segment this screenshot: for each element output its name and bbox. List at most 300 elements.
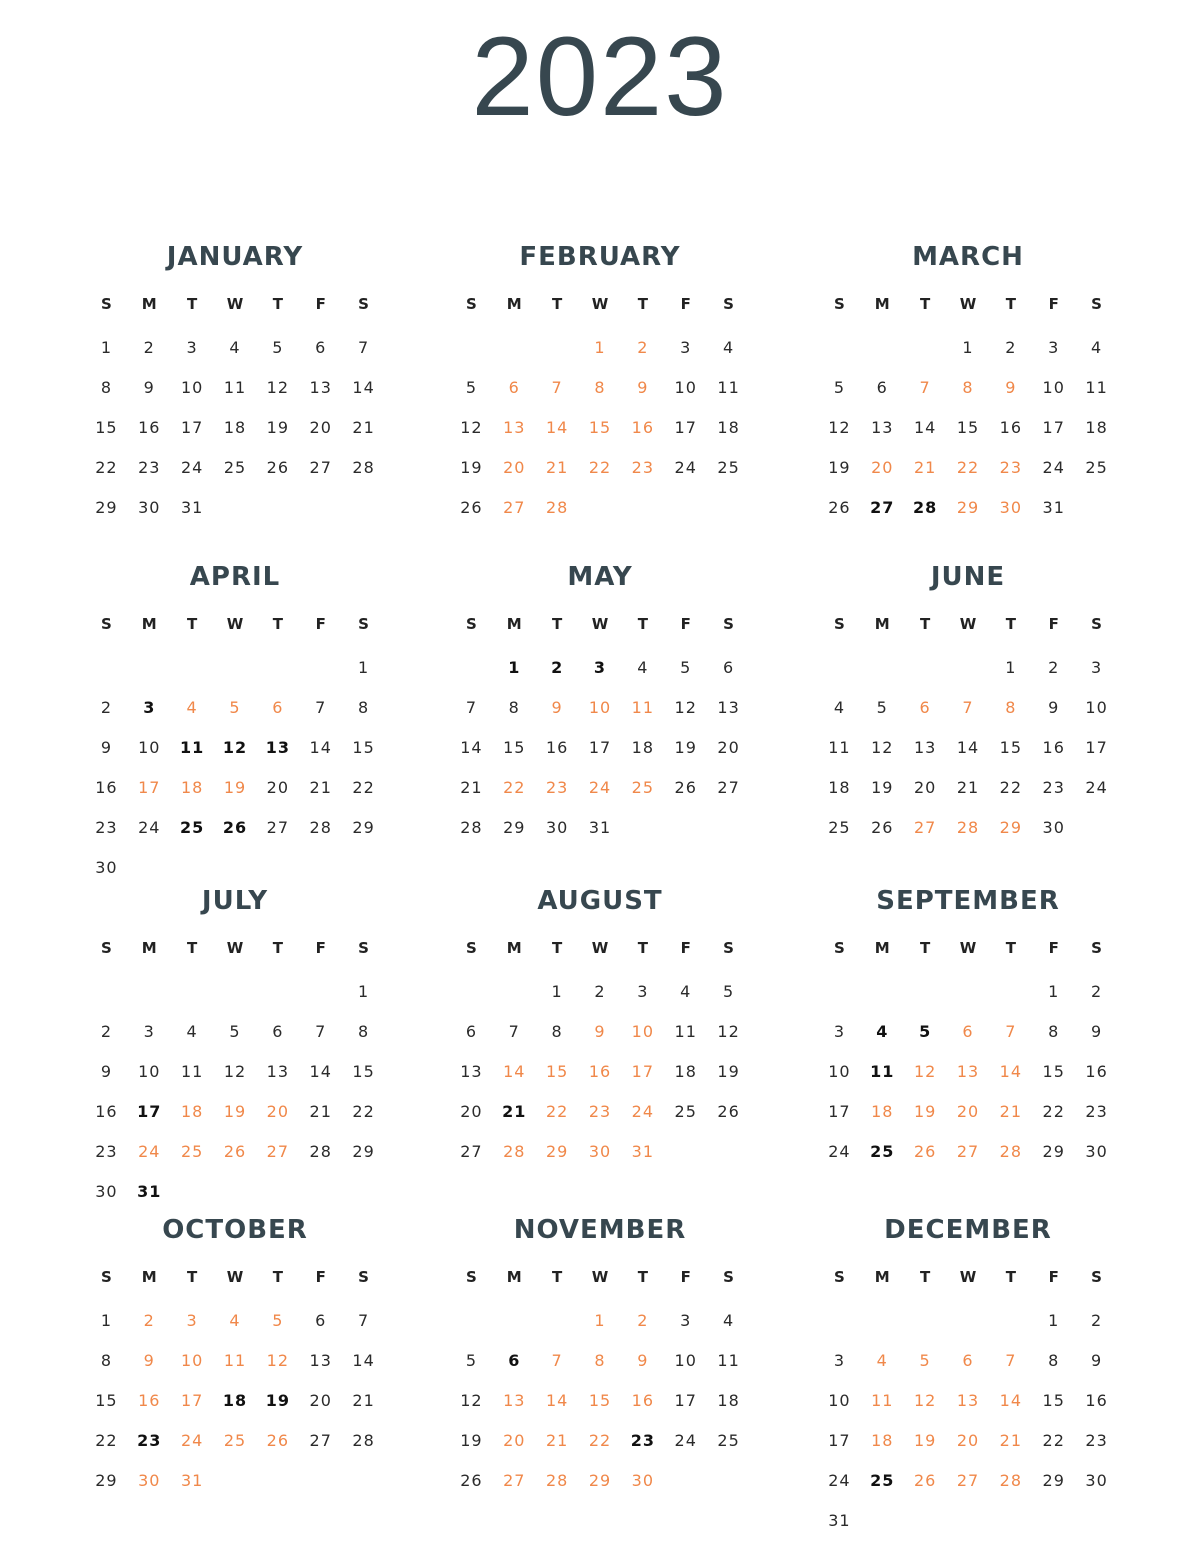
month-name: AUGUST bbox=[537, 886, 663, 916]
weekday-label: F bbox=[315, 1268, 326, 1286]
day-cell: 13 bbox=[956, 1391, 980, 1410]
day-cell: 8 bbox=[1048, 1022, 1060, 1041]
day-cell: 30 bbox=[138, 1471, 161, 1490]
day-cell: 4 bbox=[833, 698, 846, 717]
day-cell: 15 bbox=[1042, 1391, 1065, 1410]
month-name: DECEMBER bbox=[884, 1215, 1052, 1245]
weekday-label: T bbox=[187, 615, 198, 633]
day-cell: 12 bbox=[913, 1062, 937, 1081]
weekday-header bbox=[85, 936, 385, 960]
day-cell: 4 bbox=[229, 1311, 241, 1330]
day-cell: 24 bbox=[631, 1102, 655, 1121]
empty-cell bbox=[947, 1301, 990, 1341]
day-cell: 4 bbox=[722, 338, 735, 357]
day-cell: 17 bbox=[1042, 418, 1065, 437]
day-cell: 11 bbox=[631, 698, 655, 717]
day-cell: 11 bbox=[828, 738, 851, 757]
day-grid bbox=[85, 328, 385, 528]
day-cell: 21 bbox=[309, 1102, 332, 1121]
weekday-label: W bbox=[959, 615, 977, 633]
day-cell: 7 bbox=[1005, 1022, 1017, 1041]
day-cell: 23 bbox=[1085, 1102, 1108, 1121]
day-cell: 26 bbox=[266, 1431, 290, 1450]
day-cell: 3 bbox=[680, 1311, 692, 1330]
day-cell: 26 bbox=[871, 818, 894, 837]
day-cell: 25 bbox=[223, 1431, 247, 1450]
day-cell: 10 bbox=[138, 1062, 161, 1081]
day-cell: 12 bbox=[266, 378, 290, 397]
day-cell: 26 bbox=[828, 498, 851, 517]
day-cell: 8 bbox=[594, 378, 606, 397]
day-cell: 9 bbox=[1090, 1351, 1103, 1370]
day-cell: 21 bbox=[999, 1102, 1023, 1121]
day-cell: 1 bbox=[100, 1311, 113, 1330]
weekday-label: W bbox=[591, 615, 609, 633]
day-cell: 28 bbox=[545, 498, 569, 517]
weekday-label: F bbox=[1048, 295, 1059, 313]
weekday-label: T bbox=[1005, 615, 1016, 633]
day-cell: 27 bbox=[956, 1142, 980, 1161]
day-grid bbox=[450, 1301, 750, 1501]
weekday-label: S bbox=[834, 1268, 845, 1286]
month-january bbox=[85, 240, 385, 528]
day-cell: 1 bbox=[357, 982, 370, 1001]
day-cell: 7 bbox=[508, 1022, 520, 1041]
day-cell: 21 bbox=[460, 778, 483, 797]
day-cell: 13 bbox=[309, 1351, 332, 1370]
empty-cell bbox=[904, 972, 947, 1012]
day-cell: 19 bbox=[913, 1102, 937, 1121]
day-cell: 2 bbox=[143, 338, 155, 357]
weekday-label: S bbox=[101, 295, 112, 313]
day-cell: 13 bbox=[717, 698, 740, 717]
day-cell: 24 bbox=[138, 1142, 161, 1161]
day-cell: 15 bbox=[95, 418, 118, 437]
weekday-label: F bbox=[680, 295, 691, 313]
day-cell: 11 bbox=[674, 1022, 697, 1041]
day-cell: 9 bbox=[1048, 698, 1060, 717]
day-cell: 10 bbox=[828, 1391, 851, 1410]
weekday-label: F bbox=[680, 1268, 691, 1286]
day-cell: 24 bbox=[588, 778, 612, 797]
day-cell: 21 bbox=[352, 418, 375, 437]
empty-cell bbox=[450, 328, 493, 368]
day-cell: 6 bbox=[508, 1351, 521, 1370]
weekday-label: M bbox=[874, 295, 890, 313]
weekday-label: W bbox=[959, 939, 977, 957]
month-june bbox=[818, 560, 1118, 848]
weekday-label: F bbox=[680, 939, 691, 957]
empty-cell bbox=[85, 972, 128, 1012]
day-cell: 30 bbox=[999, 498, 1023, 517]
day-cell: 25 bbox=[180, 1142, 204, 1161]
weekday-label: S bbox=[1091, 615, 1102, 633]
day-cell: 7 bbox=[962, 698, 974, 717]
day-cell: 27 bbox=[266, 1142, 290, 1161]
day-cell: 26 bbox=[913, 1142, 937, 1161]
weekday-label: T bbox=[552, 295, 563, 313]
day-cell: 12 bbox=[460, 418, 483, 437]
day-cell: 4 bbox=[186, 698, 198, 717]
day-cell: 19 bbox=[828, 458, 851, 477]
day-cell: 19 bbox=[265, 1391, 290, 1410]
weekday-label: S bbox=[723, 1268, 734, 1286]
day-cell: 22 bbox=[95, 1431, 118, 1450]
day-cell: 7 bbox=[315, 698, 327, 717]
day-cell: 2 bbox=[637, 1311, 649, 1330]
day-cell: 25 bbox=[717, 458, 740, 477]
empty-cell bbox=[299, 972, 342, 1012]
empty-cell bbox=[256, 972, 299, 1012]
day-cell: 10 bbox=[180, 378, 204, 397]
day-cell: 6 bbox=[919, 698, 931, 717]
day-grid bbox=[818, 1301, 1118, 1541]
day-cell: 3 bbox=[186, 338, 198, 357]
weekday-label: F bbox=[1048, 1268, 1059, 1286]
day-cell: 13 bbox=[266, 1062, 290, 1081]
weekday-header bbox=[818, 292, 1118, 316]
empty-cell bbox=[214, 972, 257, 1012]
day-cell: 21 bbox=[956, 778, 980, 797]
empty-cell bbox=[861, 972, 904, 1012]
day-cell: 23 bbox=[1085, 1431, 1108, 1450]
day-cell: 28 bbox=[545, 1471, 569, 1490]
month-name: JANUARY bbox=[166, 242, 304, 272]
weekday-label: M bbox=[506, 295, 522, 313]
weekday-label: W bbox=[226, 1268, 244, 1286]
day-cell: 19 bbox=[460, 458, 483, 477]
weekday-label: T bbox=[552, 939, 563, 957]
day-cell: 2 bbox=[100, 1022, 113, 1041]
day-cell: 6 bbox=[272, 1022, 284, 1041]
month-name: JULY bbox=[201, 886, 269, 916]
day-cell: 19 bbox=[223, 1102, 247, 1121]
day-cell: 18 bbox=[180, 1102, 204, 1121]
day-cell: 9 bbox=[551, 698, 563, 717]
day-grid bbox=[85, 1301, 385, 1501]
day-cell: 16 bbox=[545, 738, 569, 757]
day-cell: 10 bbox=[1042, 378, 1065, 397]
day-cell: 17 bbox=[631, 1062, 655, 1081]
day-cell: 26 bbox=[266, 458, 290, 477]
day-cell: 22 bbox=[956, 458, 980, 477]
day-cell: 5 bbox=[680, 658, 692, 677]
weekday-label: S bbox=[101, 939, 112, 957]
day-cell: 14 bbox=[545, 1391, 569, 1410]
day-cell: 1 bbox=[1048, 982, 1060, 1001]
day-grid bbox=[818, 648, 1118, 848]
day-cell: 10 bbox=[138, 738, 161, 757]
day-cell: 29 bbox=[503, 818, 526, 837]
day-cell: 18 bbox=[828, 778, 851, 797]
day-cell: 3 bbox=[680, 338, 692, 357]
day-cell: 5 bbox=[272, 1311, 284, 1330]
weekday-label: S bbox=[358, 1268, 369, 1286]
day-cell: 29 bbox=[545, 1142, 569, 1161]
day-cell: 30 bbox=[1085, 1142, 1108, 1161]
day-cell: 6 bbox=[465, 1022, 478, 1041]
weekday-label: M bbox=[874, 615, 890, 633]
day-cell: 2 bbox=[1005, 338, 1017, 357]
day-cell: 23 bbox=[95, 1142, 118, 1161]
day-cell: 26 bbox=[460, 1471, 483, 1490]
weekday-label: W bbox=[591, 1268, 609, 1286]
day-cell: 10 bbox=[674, 378, 697, 397]
day-cell: 14 bbox=[309, 738, 332, 757]
empty-cell bbox=[171, 648, 214, 688]
weekday-label: T bbox=[187, 939, 198, 957]
weekday-label: S bbox=[358, 295, 369, 313]
weekday-label: T bbox=[187, 295, 198, 313]
empty-cell bbox=[861, 328, 904, 368]
day-cell: 6 bbox=[962, 1022, 974, 1041]
month-name: SEPTEMBER bbox=[876, 886, 1060, 916]
empty-cell bbox=[493, 972, 536, 1012]
day-cell: 19 bbox=[460, 1431, 483, 1450]
day-cell: 1 bbox=[551, 982, 563, 1001]
empty-cell bbox=[947, 972, 990, 1012]
day-cell: 14 bbox=[999, 1391, 1023, 1410]
weekday-label: S bbox=[834, 615, 845, 633]
weekday-label: M bbox=[506, 939, 522, 957]
weekday-label: T bbox=[920, 1268, 931, 1286]
day-cell: 18 bbox=[180, 778, 204, 797]
day-cell: 23 bbox=[1042, 778, 1065, 797]
day-cell: 14 bbox=[913, 418, 937, 437]
day-cell: 11 bbox=[1085, 378, 1108, 397]
day-cell: 9 bbox=[143, 1351, 155, 1370]
day-cell: 29 bbox=[1042, 1471, 1065, 1490]
day-cell: 4 bbox=[186, 1022, 198, 1041]
weekday-label: T bbox=[920, 939, 931, 957]
empty-cell bbox=[861, 648, 904, 688]
day-cell: 3 bbox=[143, 698, 156, 717]
weekday-label: T bbox=[187, 1268, 198, 1286]
day-cell: 17 bbox=[137, 1102, 162, 1121]
day-cell: 5 bbox=[465, 378, 478, 397]
day-cell: 19 bbox=[913, 1431, 937, 1450]
weekday-label: F bbox=[1048, 615, 1059, 633]
weekday-header bbox=[818, 1265, 1118, 1289]
day-cell: 30 bbox=[631, 1471, 655, 1490]
day-cell: 21 bbox=[545, 1431, 569, 1450]
day-cell: 13 bbox=[265, 738, 290, 757]
day-cell: 25 bbox=[674, 1102, 697, 1121]
day-cell: 3 bbox=[833, 1351, 846, 1370]
day-cell: 20 bbox=[956, 1431, 980, 1450]
day-cell: 24 bbox=[828, 1142, 851, 1161]
day-cell: 18 bbox=[674, 1062, 697, 1081]
day-cell: 26 bbox=[913, 1471, 937, 1490]
day-cell: 13 bbox=[460, 1062, 483, 1081]
weekday-label: S bbox=[1091, 939, 1102, 957]
month-october bbox=[85, 1213, 385, 1501]
empty-cell bbox=[450, 1301, 493, 1341]
day-grid bbox=[818, 972, 1118, 1172]
day-cell: 3 bbox=[1090, 658, 1103, 677]
day-cell: 9 bbox=[100, 1062, 113, 1081]
day-cell: 13 bbox=[503, 1391, 526, 1410]
day-cell: 9 bbox=[1090, 1022, 1103, 1041]
weekday-label: F bbox=[1048, 939, 1059, 957]
empty-cell bbox=[214, 648, 257, 688]
day-cell: 30 bbox=[138, 498, 161, 517]
day-cell: 21 bbox=[913, 458, 937, 477]
empty-cell bbox=[128, 972, 171, 1012]
month-name: NOVEMBER bbox=[513, 1215, 687, 1245]
month-name: MAY bbox=[567, 562, 633, 592]
day-cell: 12 bbox=[460, 1391, 483, 1410]
day-cell: 28 bbox=[460, 818, 483, 837]
day-cell: 15 bbox=[1042, 1062, 1065, 1081]
weekday-label: F bbox=[680, 615, 691, 633]
day-cell: 25 bbox=[717, 1431, 740, 1450]
month-april bbox=[85, 560, 385, 888]
day-cell: 16 bbox=[588, 1062, 612, 1081]
day-cell: 8 bbox=[357, 698, 370, 717]
day-cell: 6 bbox=[272, 698, 284, 717]
day-cell: 29 bbox=[999, 818, 1023, 837]
empty-cell bbox=[536, 328, 579, 368]
day-cell: 30 bbox=[1085, 1471, 1108, 1490]
day-cell: 17 bbox=[674, 1391, 697, 1410]
day-cell: 6 bbox=[315, 338, 327, 357]
day-cell: 16 bbox=[631, 418, 655, 437]
day-cell: 2 bbox=[594, 982, 606, 1001]
weekday-label: M bbox=[141, 1268, 157, 1286]
weekday-label: T bbox=[272, 939, 283, 957]
day-cell: 7 bbox=[465, 698, 478, 717]
day-cell: 24 bbox=[180, 1431, 204, 1450]
day-cell: 11 bbox=[870, 1062, 895, 1081]
weekday-label: M bbox=[141, 295, 157, 313]
day-cell: 4 bbox=[722, 1311, 735, 1330]
day-cell: 6 bbox=[962, 1351, 974, 1370]
day-cell: 7 bbox=[357, 338, 370, 357]
day-cell: 24 bbox=[674, 1431, 697, 1450]
day-cell: 23 bbox=[631, 458, 655, 477]
day-cell: 15 bbox=[588, 1391, 612, 1410]
day-cell: 26 bbox=[223, 1142, 247, 1161]
day-cell: 14 bbox=[352, 1351, 375, 1370]
day-cell: 5 bbox=[465, 1351, 478, 1370]
day-cell: 4 bbox=[680, 982, 692, 1001]
day-cell: 26 bbox=[460, 498, 483, 517]
month-july bbox=[85, 884, 385, 1212]
day-cell: 16 bbox=[1085, 1391, 1108, 1410]
weekday-label: S bbox=[466, 1268, 477, 1286]
day-cell: 17 bbox=[828, 1431, 851, 1450]
weekday-header bbox=[450, 612, 750, 636]
weekday-label: T bbox=[272, 615, 283, 633]
month-name: APRIL bbox=[189, 562, 281, 592]
day-cell: 27 bbox=[266, 818, 290, 837]
day-cell: 17 bbox=[180, 1391, 204, 1410]
day-cell: 25 bbox=[180, 818, 205, 837]
day-cell: 23 bbox=[545, 778, 569, 797]
day-cell: 25 bbox=[1085, 458, 1108, 477]
weekday-header bbox=[85, 612, 385, 636]
day-cell: 30 bbox=[1042, 818, 1065, 837]
day-cell: 12 bbox=[674, 698, 697, 717]
day-cell: 23 bbox=[138, 458, 161, 477]
day-cell: 29 bbox=[352, 818, 375, 837]
day-cell: 21 bbox=[999, 1431, 1023, 1450]
day-cell: 31 bbox=[180, 1471, 204, 1490]
day-cell: 9 bbox=[594, 1022, 606, 1041]
weekday-label: W bbox=[959, 295, 977, 313]
day-cell: 18 bbox=[717, 418, 740, 437]
day-cell: 22 bbox=[1042, 1431, 1065, 1450]
day-cell: 22 bbox=[545, 1102, 569, 1121]
day-cell: 17 bbox=[138, 778, 161, 797]
day-cell: 13 bbox=[309, 378, 332, 397]
day-cell: 22 bbox=[503, 778, 526, 797]
weekday-label: S bbox=[101, 615, 112, 633]
day-cell: 20 bbox=[717, 738, 740, 757]
day-cell: 3 bbox=[833, 1022, 846, 1041]
month-may bbox=[450, 560, 750, 848]
day-cell: 29 bbox=[956, 498, 980, 517]
day-cell: 21 bbox=[502, 1102, 527, 1121]
day-cell: 17 bbox=[674, 418, 697, 437]
weekday-label: T bbox=[637, 615, 648, 633]
weekday-label: S bbox=[466, 939, 477, 957]
day-cell: 11 bbox=[180, 1062, 204, 1081]
month-name: MARCH bbox=[912, 242, 1024, 272]
day-cell: 2 bbox=[551, 658, 564, 677]
weekday-label: W bbox=[226, 295, 244, 313]
weekday-header bbox=[818, 612, 1118, 636]
empty-cell bbox=[818, 1301, 861, 1341]
weekday-label: S bbox=[466, 615, 477, 633]
day-cell: 15 bbox=[588, 418, 612, 437]
day-cell: 22 bbox=[588, 1431, 612, 1450]
weekday-label: T bbox=[637, 1268, 648, 1286]
weekday-label: M bbox=[874, 939, 890, 957]
day-cell: 10 bbox=[674, 1351, 697, 1370]
day-cell: 26 bbox=[674, 778, 697, 797]
day-cell: 2 bbox=[1048, 658, 1060, 677]
empty-cell bbox=[85, 648, 128, 688]
day-cell: 9 bbox=[143, 378, 155, 397]
day-cell: 22 bbox=[588, 458, 612, 477]
weekday-label: S bbox=[834, 295, 845, 313]
day-cell: 11 bbox=[871, 1391, 894, 1410]
day-cell: 4 bbox=[1090, 338, 1103, 357]
day-cell: 11 bbox=[717, 378, 740, 397]
weekday-header bbox=[85, 292, 385, 316]
day-cell: 18 bbox=[223, 418, 247, 437]
day-cell: 20 bbox=[503, 458, 526, 477]
day-cell: 6 bbox=[722, 658, 735, 677]
day-cell: 28 bbox=[309, 1142, 332, 1161]
day-cell: 30 bbox=[545, 818, 569, 837]
day-cell: 1 bbox=[1048, 1311, 1060, 1330]
empty-cell bbox=[861, 1301, 904, 1341]
day-cell: 3 bbox=[637, 982, 649, 1001]
day-cell: 15 bbox=[956, 418, 980, 437]
day-cell: 24 bbox=[828, 1471, 851, 1490]
day-cell: 22 bbox=[999, 778, 1023, 797]
day-cell: 14 bbox=[545, 418, 569, 437]
day-cell: 5 bbox=[919, 1022, 932, 1041]
day-cell: 20 bbox=[503, 1431, 526, 1450]
day-cell: 15 bbox=[352, 738, 375, 757]
weekday-label: F bbox=[315, 615, 326, 633]
weekday-label: T bbox=[637, 295, 648, 313]
day-cell: 1 bbox=[508, 658, 521, 677]
